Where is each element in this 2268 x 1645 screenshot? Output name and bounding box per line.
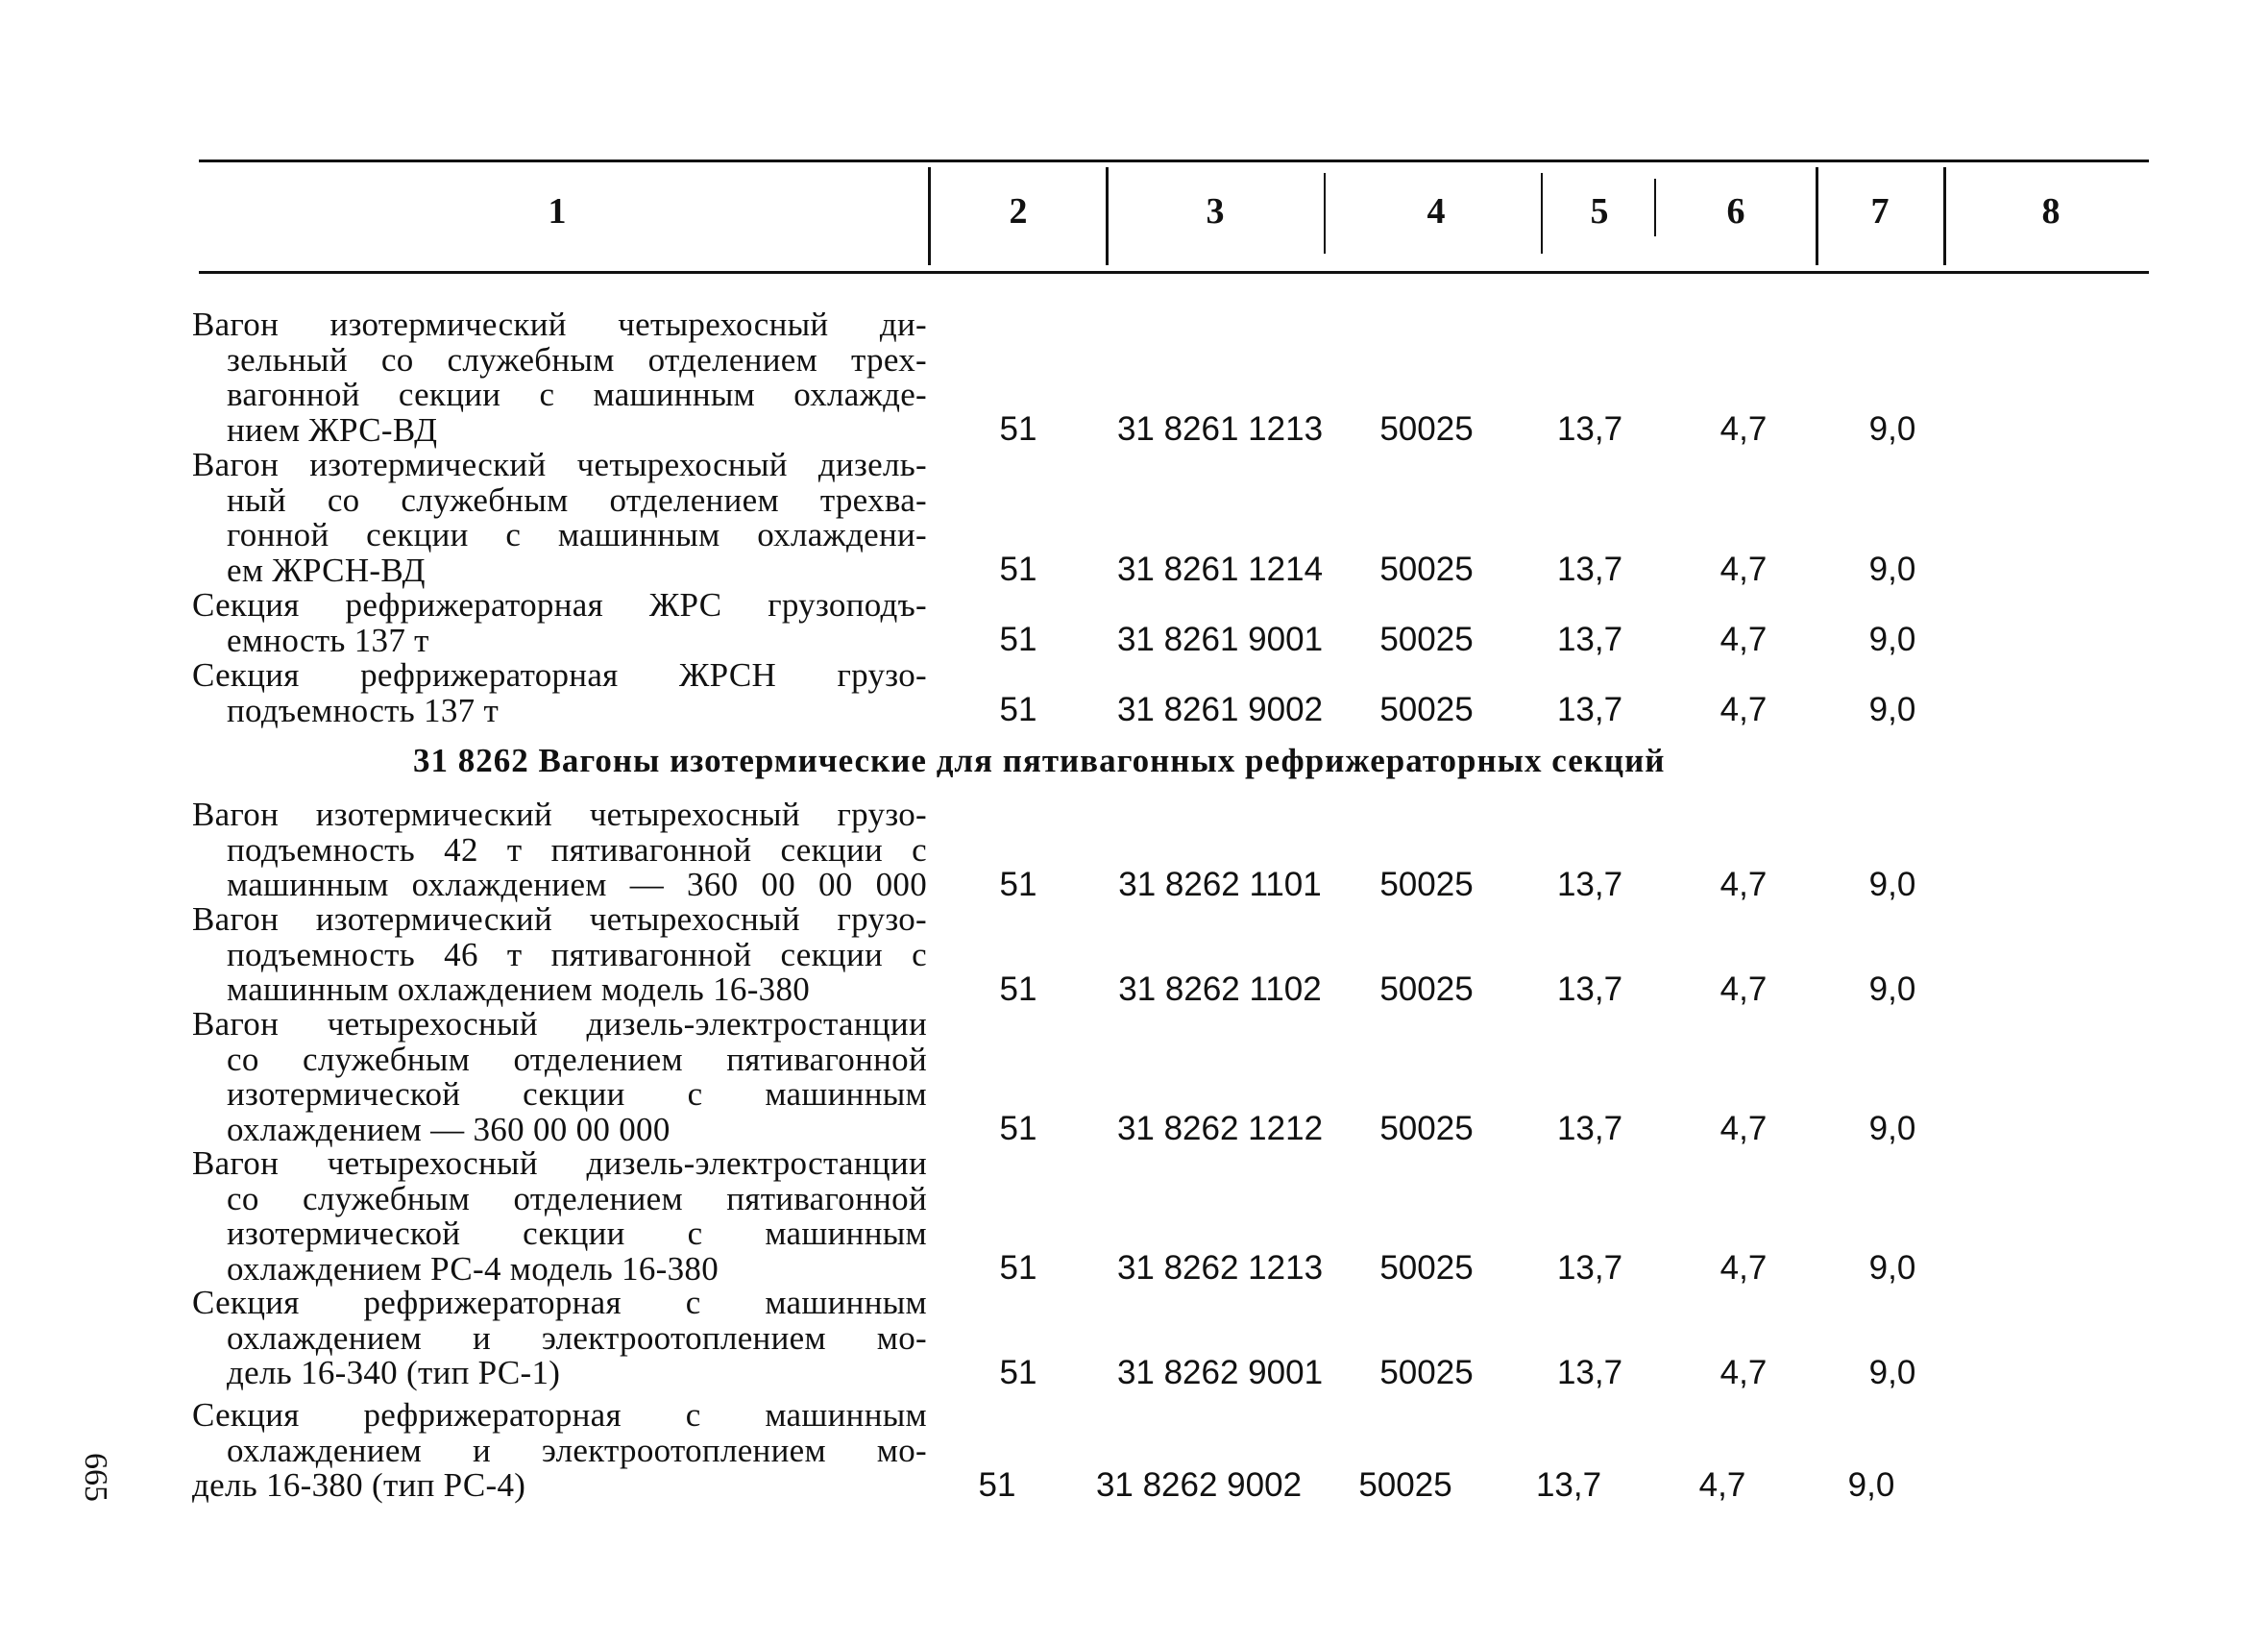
column-header-2: 2 — [1009, 191, 1028, 232]
cell-col6: 4,7 — [1719, 621, 1768, 658]
description-line: изотермической секции с машинным — [227, 1215, 927, 1252]
description-line: Секция рефрижераторная ЖРС грузоподъ- — [192, 586, 927, 624]
description-line: подъемность 137 т — [227, 691, 500, 729]
cell-col6: 4,7 — [1719, 866, 1768, 903]
description-line: изотермической секции с машинным — [227, 1075, 927, 1113]
column-header-1: 1 — [548, 191, 567, 232]
column-header-3: 3 — [1206, 191, 1225, 232]
description-line: Вагон изотермический четырехосный грузо- — [192, 796, 927, 833]
description-line: со служебным отделением пятивагонной — [227, 1040, 927, 1078]
cell-col4: 50025 — [1358, 1466, 1452, 1504]
cell-col4: 50025 — [1379, 551, 1474, 588]
description-line: машинным охлаждением модель 16-380 — [227, 970, 811, 1008]
description-line: охлаждением — 360 00 00 000 — [227, 1110, 671, 1148]
row-description — [192, 1007, 927, 1147]
description-line: подъемность 42 т пятивагонной секции с — [227, 830, 927, 869]
column-header-7: 7 — [1870, 191, 1890, 232]
row-description — [192, 1286, 927, 1391]
header-divider — [1541, 173, 1543, 254]
description-line: Секция рефрижераторная с машинным — [192, 1396, 927, 1434]
cell-col7: 9,0 — [1868, 621, 1916, 658]
cell-col6: 4,7 — [1698, 1466, 1746, 1504]
description-line: дель 16-340 (тип РС-1) — [227, 1354, 561, 1391]
column-header-8: 8 — [2041, 191, 2061, 232]
header-divider — [1654, 179, 1656, 236]
description-line: со служебным отделением пятивагонной — [227, 1179, 927, 1217]
cell-col6: 4,7 — [1719, 691, 1768, 728]
cell-col2: 51 — [978, 1466, 1016, 1504]
cell-col7: 9,0 — [1868, 410, 1916, 448]
cell-col4: 50025 — [1379, 970, 1474, 1008]
cell-col5: 13,7 — [1556, 691, 1623, 728]
cell-col6: 4,7 — [1719, 1249, 1768, 1287]
cell-col5: 13,7 — [1556, 1249, 1623, 1287]
description-line: Вагон четырехосный дизель-электростанции — [192, 1144, 927, 1182]
description-line: Вагон изотермический четырехосный грузо- — [192, 900, 927, 938]
cell-col7: 9,0 — [1868, 691, 1916, 728]
cell-col4: 50025 — [1379, 621, 1474, 658]
cell-code: 31 8262 1102 — [1118, 970, 1322, 1008]
description-line: нием ЖРС-ВД — [227, 410, 438, 449]
cell-code: 31 8262 1213 — [1116, 1249, 1324, 1287]
cell-col4: 50025 — [1379, 1110, 1474, 1147]
description-line: машинным охлаждением — 360 00 00 000 — [227, 866, 927, 903]
header-top-rule — [199, 160, 2149, 162]
header-divider — [1816, 167, 1818, 265]
cell-col6: 4,7 — [1719, 970, 1768, 1008]
cell-code: 31 8262 1212 — [1116, 1110, 1324, 1147]
cell-code: 31 8261 9002 — [1116, 691, 1324, 728]
cell-col2: 51 — [999, 621, 1037, 658]
cell-col7: 9,0 — [1868, 1249, 1916, 1287]
row-description — [192, 307, 927, 448]
cell-col2: 51 — [999, 691, 1037, 728]
cell-col2: 51 — [999, 551, 1037, 588]
cell-col4: 50025 — [1379, 691, 1474, 728]
cell-col2: 51 — [999, 1110, 1037, 1147]
cell-col2: 51 — [999, 866, 1037, 903]
row-description — [192, 1398, 927, 1504]
cell-col7: 9,0 — [1847, 1466, 1895, 1504]
description-line: ем ЖРСН-ВД — [227, 551, 426, 589]
cell-col2: 51 — [999, 970, 1037, 1008]
section-heading: 31 8262 Вагоны изотермические для пятивагонных рефрижераторных секций — [413, 742, 1666, 779]
cell-code: 31 8261 1213 — [1116, 410, 1324, 448]
description-line: Вагон четырехосный дизель-электростанции — [192, 1005, 927, 1043]
column-header-6: 6 — [1726, 191, 1745, 232]
cell-col5: 13,7 — [1556, 970, 1623, 1008]
row-description — [192, 448, 927, 588]
cell-col6: 4,7 — [1719, 551, 1768, 588]
cell-col5: 13,7 — [1556, 410, 1623, 448]
cell-col4: 50025 — [1379, 410, 1474, 448]
cell-col4: 50025 — [1379, 866, 1474, 903]
cell-col6: 4,7 — [1719, 1354, 1768, 1391]
cell-col5: 13,7 — [1556, 1110, 1623, 1147]
cell-col2: 51 — [999, 1249, 1037, 1287]
description-line: охлаждением и электроотоплением мо- — [227, 1318, 927, 1357]
header-divider — [1943, 167, 1946, 265]
cell-col7: 9,0 — [1868, 1110, 1916, 1147]
cell-col5: 13,7 — [1556, 1354, 1623, 1391]
description-line: вагонной секции с машинным охлажде- — [227, 376, 927, 413]
cell-col7: 9,0 — [1868, 1354, 1916, 1391]
header-divider — [1106, 167, 1109, 265]
cell-code: 31 8261 1214 — [1116, 551, 1324, 588]
description-line: гонной секции с машинным охлаждени- — [227, 516, 927, 553]
cell-col4: 50025 — [1379, 1354, 1474, 1391]
row-description — [192, 798, 927, 903]
description-line: охлаждением РС-4 модель 16-380 — [227, 1249, 719, 1288]
header-divider — [1324, 173, 1326, 254]
cell-col7: 9,0 — [1868, 866, 1916, 903]
cell-col6: 4,7 — [1719, 410, 1768, 448]
description-line: ный со служебным отделением трехва- — [227, 480, 927, 519]
description-line: подъемность 46 т пятивагонной секции с — [227, 935, 927, 973]
description-line: Вагон изотермический четырехосный дизель- — [192, 446, 927, 483]
header-divider — [928, 167, 931, 265]
cell-col2: 51 — [999, 410, 1037, 448]
cell-code: 31 8262 9001 — [1116, 1354, 1324, 1391]
cell-col5: 13,7 — [1556, 866, 1623, 903]
description-line: Вагон изотермический четырехосный ди- — [192, 306, 927, 343]
cell-col5: 13,7 — [1535, 1466, 1602, 1504]
cell-code: 31 8262 9002 — [1095, 1466, 1303, 1504]
header-bottom-rule — [199, 271, 2149, 274]
page-number: 665 — [78, 1453, 113, 1502]
cell-col6: 4,7 — [1719, 1110, 1768, 1147]
cell-col4: 50025 — [1379, 1249, 1474, 1287]
cell-code: 31 8262 1101 — [1118, 866, 1322, 903]
row-description — [192, 658, 927, 728]
cell-col7: 9,0 — [1868, 970, 1916, 1008]
cell-col5: 13,7 — [1556, 551, 1623, 588]
row-description — [192, 902, 927, 1008]
cell-code: 31 8261 9001 — [1116, 621, 1324, 658]
row-description — [192, 588, 927, 658]
cell-col5: 13,7 — [1556, 621, 1623, 658]
description-line: Секция рефрижераторная ЖРСН грузо- — [192, 656, 927, 694]
description-line: дель 16-380 (тип РС-4) — [192, 1466, 526, 1504]
description-line: Секция рефрижераторная с машинным — [192, 1284, 927, 1321]
column-header-5: 5 — [1590, 191, 1609, 232]
row-description — [192, 1146, 927, 1287]
cell-col2: 51 — [999, 1354, 1037, 1391]
description-line: емность 137 т — [227, 621, 429, 659]
column-header-4: 4 — [1427, 191, 1446, 232]
description-line: зельный со служебным отделением трех- — [227, 340, 927, 379]
description-line: охлаждением и электроотоплением мо- — [227, 1431, 927, 1469]
cell-col7: 9,0 — [1868, 551, 1916, 588]
